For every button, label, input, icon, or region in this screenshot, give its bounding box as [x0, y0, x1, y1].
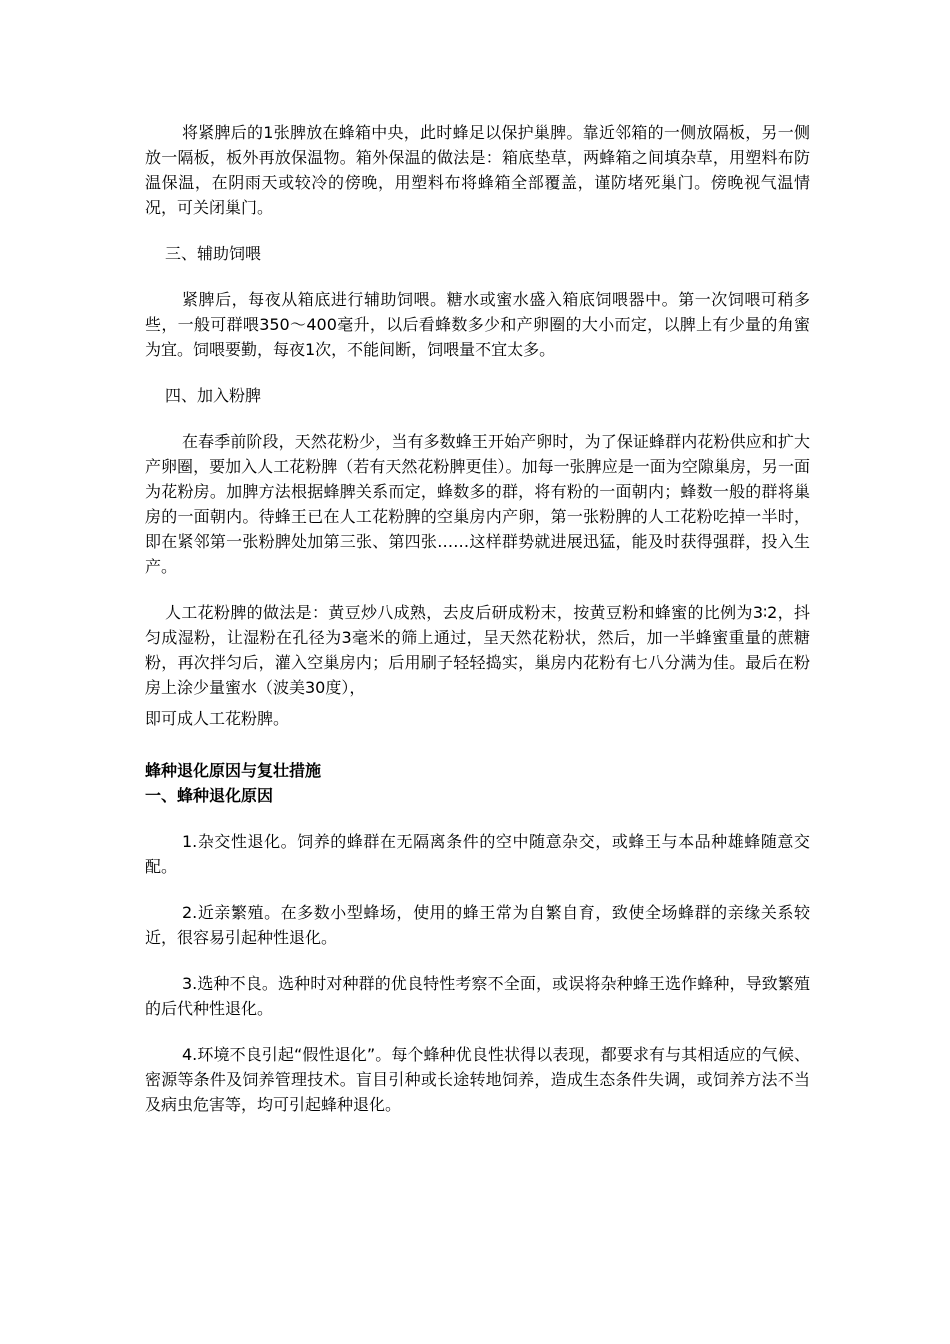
- paragraph-comb-placement: 将紧脾后的1张脾放在蜂箱中央，此时蜂足以保护巢脾。靠近邻箱的一侧放隔板，另一侧放一隔板，板外再放保温物。箱外保温的做法是：箱底垫草，两蜂箱之间填杂草，用塑料布防温保温，在阴雨天或较冷的傍晚，用塑料布将蜂箱全部覆盖，谨防堵死巢门。傍晚视气温情况，可关闭巢门。: [145, 123, 810, 217]
- document-page: [145, 120, 810, 1138]
- list-item-inbreeding: 2.近亲繁殖。在多数小型蜂场，使用的蜂王常为自繁自育，致使全场蜂群的亲缘关系较近，很容易引起种性退化。: [145, 903, 810, 947]
- section-heading-pollen-comb: 四、加入粉脾: [165, 386, 262, 405]
- paragraph-artificial-pollen-end: 即可成人工花粉脾。: [145, 709, 290, 728]
- article-subtitle: 一、蜂种退化原因: [145, 786, 274, 805]
- spacer: [145, 731, 810, 758]
- section-heading-feeding: 三、辅助饲喂: [165, 244, 262, 263]
- article-title: 蜂种退化原因与复壮措施: [145, 761, 322, 780]
- list-item-poor-selection: 3.选种不良。选种时对种群的优良特性考察不全面，或误将杂种蜂王选作蜂种，导致繁殖的后代种性退化。: [145, 974, 810, 1018]
- list-item-environment: 4.环境不良引起“假性退化”。每个蜂种优良性状得以表现，都要求有与其相适应的气候、密源等条件及饲养管理技术。盲目引种或长途转地饲养，造成生态条件失调，或饲养方法不当及病虫危害等，均可引起蜂种退化。: [145, 1045, 810, 1114]
- paragraph-feeding: 紧脾后，每夜从箱底进行辅助饲喂。糖水或蜜水盛入箱底饲喂器中。第一次饲喂可稍多些，一般可群喂350～400毫升，以后看蜂数多少和产卵圈的大小而定，以脾上有少量的角蜜为宜。饲喂要勤，每夜1次，不能间断，饲喂量不宜太多。: [145, 290, 810, 359]
- paragraph-pollen-comb: 在春季前阶段，天然花粉少，当有多数蜂王开始产卵时，为了保证蜂群内花粉供应和扩大产卵圈，要加入人工花粉脾（若有天然花粉脾更佳）。加每一张脾应是一面为空隙巢房，另一面为花粉房。加脾方法根据蜂脾关系而定，蜂数多的群，将有粉的一面朝内；蜂数一般的群将巢房的一面朝内。待蜂王已在人工花粉脾的空巢房内产卵，第一张粉脾的人工花粉吃掉一半时，即在紧邻第一张粉脾处加第三张、第四张……这样群势就进展迅猛，能及时获得强群，投入生产。: [145, 432, 810, 576]
- paragraph-artificial-pollen-method: 人工花粉脾的做法是：黄豆炒八成熟，去皮后研成粉末，按黄豆粉和蜂蜜的比例为3∶2，抖匀成湿粉，让湿粉在孔径为3毫米的筛上通过，呈天然花粉状，然后，加一半蜂蜜重量的蔗糖粉，再次拌匀后，灌入空巢房内；后用刷子轻轻捣实，巢房内花粉有七八分满为佳。最后在粉房上涂少量蜜水（波美30度），: [145, 603, 810, 697]
- list-item-hybrid-degeneration: 1.杂交性退化。饲养的蜂群在无隔离条件的空中随意杂交，或蜂王与本品种雄蜂随意交配。: [145, 832, 810, 876]
